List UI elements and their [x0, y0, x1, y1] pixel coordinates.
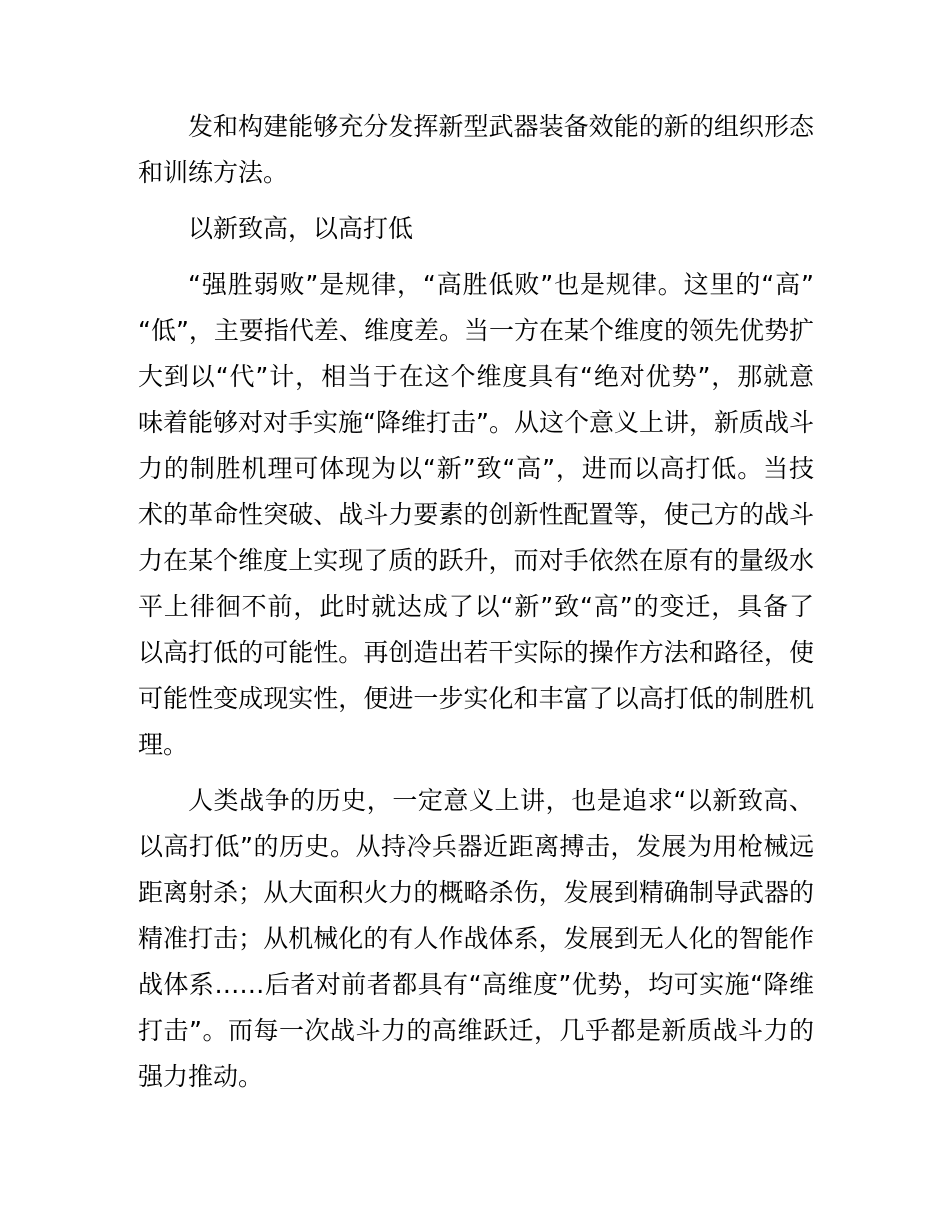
paragraph-body-1: “强胜弱败”是规律，“高胜低败”也是规律。这里的“高”“低”，主要指代差、维度差。当一方在某个维度的领先优势扩大到以“代”计，相当于在这个维度具有“绝对优势”，那就意味着能够对对手实施“降维打击”。从这个意义上讲，新质战斗力的制胜机理可体现为以“新”致“高”，进而以高打低。当技术的革命性突破、战斗力要素的创新性配置等，使己方的战斗力在某个维度上实现了质的跃升，而对手依然在原有的量级水平上徘徊不前，此时就达成了以“新”致“高”的变迁，具备了以高打低的可能性。再创造出若干实际的操作方法和路径，使可能性变成现实性，便进一步实化和丰富了以高打低的制胜机理。	[138, 270, 814, 759]
section-heading: 以新致高，以高打低	[188, 214, 414, 243]
paragraph-body-2: 人类战争的历史，一定意义上讲，也是追求“以新致高、以高打低”的历史。从持冷兵器近距离搏击，发展为用枪械远距离射杀；从大面积火力的概略杀伤，发展到精确制导武器的精准打击；从机械化的有人作战体系，发展到无人化的智能作战体系……后者对前者都具有“高维度”优势，均可实施“降维打击”。而每一次战斗力的高维跃迁，几乎都是新质战斗力的强力推动。	[138, 786, 814, 1091]
document-text-body	[138, 104, 814, 1100]
paragraph-continuation: 发和构建能够充分发挥新型武器装备效能的新的组织形态和训练方法。	[138, 112, 814, 187]
